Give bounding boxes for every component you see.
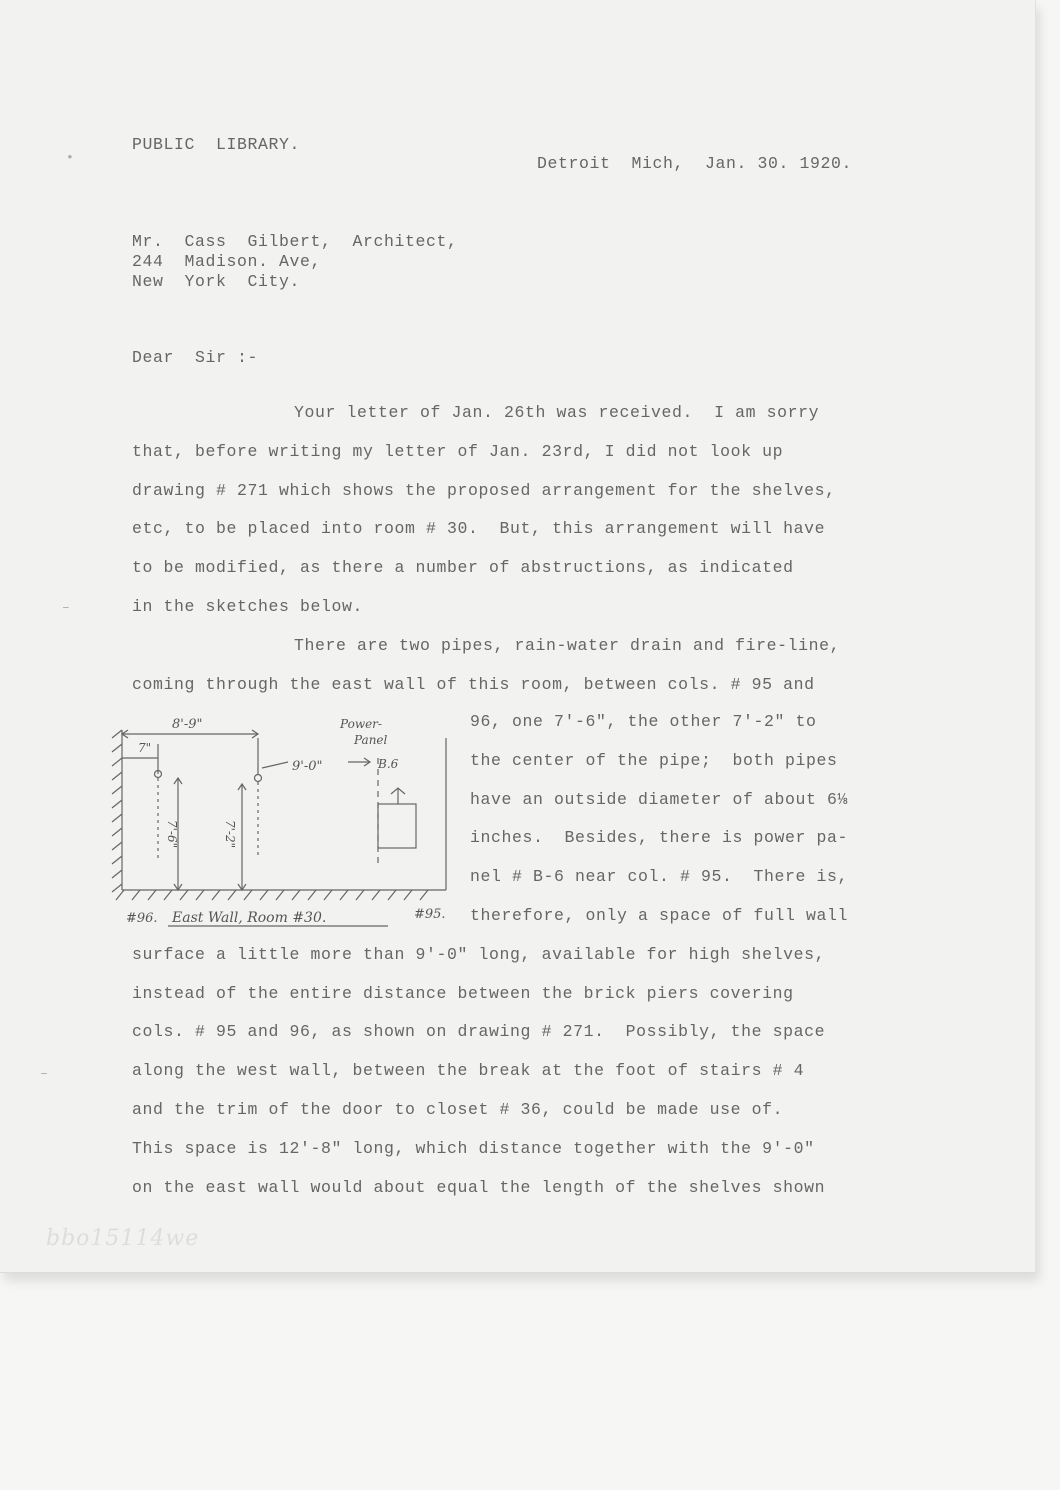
wrap-line: the center of the pipe; both pipes: [470, 751, 838, 770]
east-wall-sketch: [108, 708, 463, 933]
pipe-2-marker: [255, 775, 262, 782]
body-line: Your letter of Jan. 26th was received. I am sorry: [294, 403, 820, 422]
body-line: instead of the entire distance between the brick piers covering: [132, 984, 794, 1003]
col-96-label: #96.: [126, 911, 158, 926]
address-line: 244 Madison. Ave,: [132, 252, 322, 271]
body-line: in the sketches below.: [132, 597, 364, 616]
panel-label-1: Power-: [340, 717, 382, 731]
pipe-2-height-label: 7'-2": [223, 820, 237, 849]
wrap-line: therefore, only a space of full wall: [470, 906, 849, 925]
body-line: There are two pipes, rain-water drain and fire-line,: [294, 636, 841, 655]
col-95-label: #95.: [414, 907, 446, 922]
dim-panel-label: 9'-0": [292, 759, 323, 774]
body-line: on the east wall would about equal the length of the shelves shown: [132, 1178, 826, 1197]
body-line: surface a little more than 9'-0" long, available for high shelves,: [132, 945, 826, 964]
dim-small-label: 7": [138, 741, 152, 755]
sketch-caption: East Wall, Room #30.: [172, 910, 327, 926]
paper-mark: –: [62, 600, 70, 615]
body-line: and the trim of the door to closet # 36, could be made use of.: [132, 1100, 784, 1119]
wrap-line: have an outside diameter of about 6⅛: [470, 790, 849, 809]
archive-stamp: bbo15114we: [46, 1226, 200, 1251]
body-line: drawing # 271 which shows the proposed arrangement for the shelves,: [132, 481, 836, 500]
panel-label-2: Panel: [354, 733, 388, 747]
body-line: that, before writing my letter of Jan. 23rd, I did not look up: [132, 442, 784, 461]
wrap-line: 96, one 7'-6", the other 7'-2" to: [470, 712, 817, 731]
address-line: New York City.: [132, 272, 301, 291]
wrap-line: inches. Besides, there is power pa-: [470, 828, 849, 847]
salutation: Dear Sir :-: [132, 348, 259, 367]
body-line: etc, to be placed into room # 30. But, this arrangement will have: [132, 519, 826, 538]
floor-hatch: [116, 890, 428, 900]
panel-id-label: B.6: [378, 757, 399, 771]
body-line: This space is 12'-8" long, which distance together with the 9'-0": [132, 1139, 815, 1158]
wall-hatch: [112, 730, 122, 892]
pipe-1-height-label: 7'-6": [165, 820, 179, 849]
body-line: to be modified, as there a number of abstructions, as indicated: [132, 558, 794, 577]
address-line: Mr. Cass Gilbert, Architect,: [132, 232, 458, 251]
body-line: cols. # 95 and 96, as shown on drawing # 271. Possibly, the space: [132, 1022, 826, 1041]
dateline: Detroit Mich, Jan. 30. 1920.: [537, 154, 853, 173]
power-panel-box: [378, 804, 416, 848]
body-line: coming through the east wall of this room, between cols. # 95 and: [132, 675, 815, 694]
wrap-line: nel # B-6 near col. # 95. There is,: [470, 867, 849, 886]
dim-top-label: 8'-9": [172, 717, 203, 732]
body-line: along the west wall, between the break at the foot of stairs # 4: [132, 1061, 805, 1080]
paper-mark: •: [66, 150, 74, 165]
paper-mark: –: [40, 1066, 48, 1081]
letterhead: PUBLIC LIBRARY.: [132, 135, 301, 154]
